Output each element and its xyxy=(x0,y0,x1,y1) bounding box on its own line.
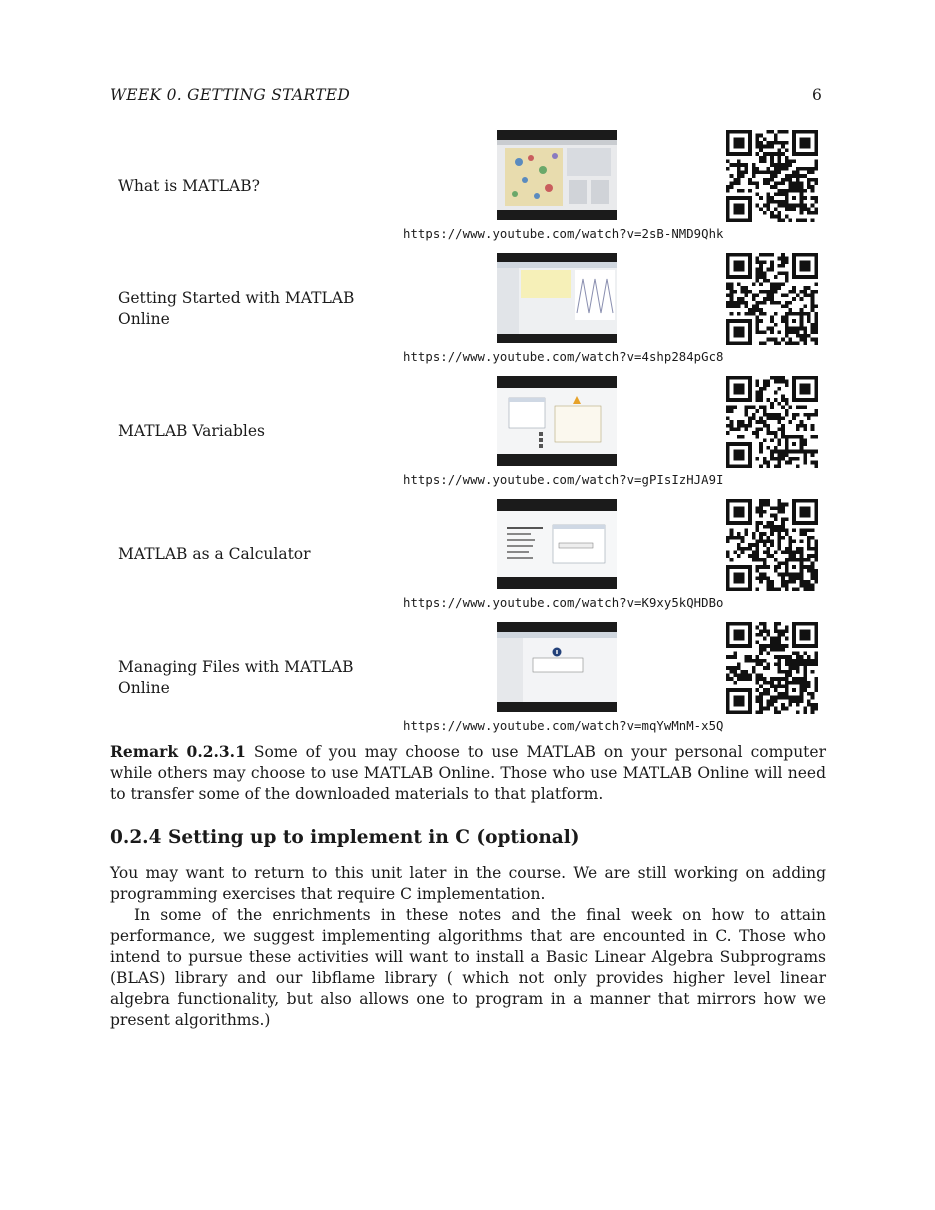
video-url[interactable]: https://www.youtube.com/watch?v=K9xy5kQHDBo xyxy=(403,596,724,610)
remark-label: Remark 0.2.3.1 xyxy=(110,742,246,761)
qr-code-icon xyxy=(726,376,818,468)
running-title: WEEK 0. GETTING STARTED xyxy=(110,86,351,104)
paragraph: You may want to return to this unit later in the course. We are still working on adding programming exercises that require C implementation. xyxy=(110,864,826,903)
video-title: Managing Files with MATLAB Online xyxy=(118,658,354,697)
qr-code-icon xyxy=(726,499,818,591)
video-thumbnail[interactable] xyxy=(497,622,617,712)
video-title: Getting Started with MATLAB Online xyxy=(118,289,355,328)
video-url[interactable]: https://www.youtube.com/watch?v=mqYwMnM-x5Q xyxy=(403,719,724,733)
qr-code-icon xyxy=(726,130,818,222)
video-entry xyxy=(110,253,830,376)
video-entry xyxy=(110,622,830,745)
video-url[interactable]: https://www.youtube.com/watch?v=gPIsIzHJA9I xyxy=(403,473,724,487)
video-url[interactable]: https://www.youtube.com/watch?v=2sB-NMD9Qhk xyxy=(403,227,724,241)
remark-text: Some of you may choose to use MATLAB on your personal computer while others may choose to use MATLAB Online. Those who use MATLAB Online will need to transfer some of the downloaded materials to that platform. xyxy=(110,743,826,803)
video-thumbnail[interactable] xyxy=(497,253,617,343)
video-thumbnail[interactable] xyxy=(497,499,617,589)
video-entry xyxy=(110,130,830,253)
video-url[interactable]: https://www.youtube.com/watch?v=4shp284pGc8 xyxy=(403,350,724,364)
video-thumbnail[interactable] xyxy=(497,376,617,466)
page-number: 6 xyxy=(812,86,822,104)
section-number: 0.2.4 xyxy=(110,827,162,848)
video-title: MATLAB Variables xyxy=(118,422,265,440)
paragraph: In some of the enrichments in these notes and the final week on how to attain performance, we suggest implementing algorithms that are encounted in C. Those who intend to pursue these activities will want to install a Basic Linear Algebra Subprograms (BLAS) library and our libflame library ( which not only provides higher level linear algebra functionality, but also allows one to program in a manner that mirrors how we present algorithms.) xyxy=(110,906,826,1029)
section-title: Setting up to implement in C (optional) xyxy=(167,827,580,848)
video-title: MATLAB as a Calculator xyxy=(118,545,311,563)
qr-code-icon xyxy=(726,253,818,345)
video-entry xyxy=(110,499,830,622)
video-thumbnail[interactable] xyxy=(497,130,617,220)
video-entry xyxy=(110,376,830,499)
video-title: What is MATLAB? xyxy=(118,177,260,195)
section-heading xyxy=(110,827,580,848)
remark-block xyxy=(110,741,826,805)
qr-code-icon xyxy=(726,622,818,714)
